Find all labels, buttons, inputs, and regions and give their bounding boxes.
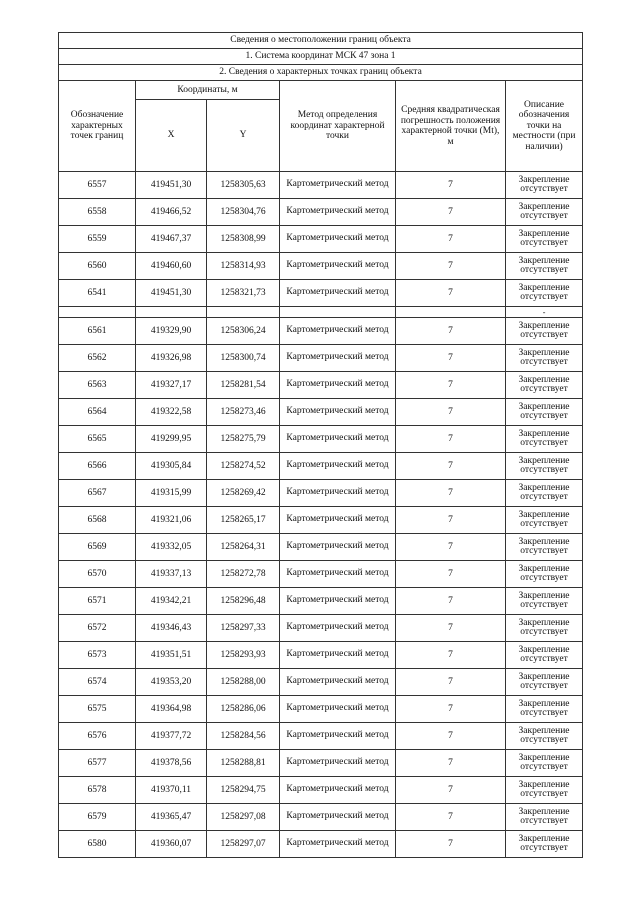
cell-x: 419299,95 bbox=[136, 426, 207, 453]
cell-desc: Закрепление отсутствует bbox=[506, 507, 583, 534]
table-row bbox=[59, 696, 583, 723]
cell-point: 6570 bbox=[59, 561, 136, 588]
cell-point: 6576 bbox=[59, 723, 136, 750]
cell-y: 1258321,73 bbox=[207, 280, 280, 307]
cell-desc: Закрепление отсутствует bbox=[506, 534, 583, 561]
cell-method: Картометрический метод bbox=[280, 777, 396, 804]
cell-desc: Закрепление отсутствует bbox=[506, 696, 583, 723]
cell-y: 1258300,74 bbox=[207, 345, 280, 372]
cell-desc: Закрепление отсутствует bbox=[506, 318, 583, 345]
table-title: Сведения о местоположении границ объекта bbox=[59, 33, 583, 49]
cell-method: Картометрический метод bbox=[280, 399, 396, 426]
cell-point: 6557 bbox=[59, 172, 136, 199]
cell-desc: Закрепление отсутствует bbox=[506, 426, 583, 453]
cell-desc: Закрепление отсутствует bbox=[506, 199, 583, 226]
boundary-points-table bbox=[58, 32, 583, 858]
cell-error: 7 bbox=[396, 399, 506, 426]
table-row bbox=[59, 561, 583, 588]
cell-error: 7 bbox=[396, 642, 506, 669]
cell-error: 7 bbox=[396, 723, 506, 750]
cell-y: 1258264,31 bbox=[207, 534, 280, 561]
cell-point: 6562 bbox=[59, 345, 136, 372]
cell-error: 7 bbox=[396, 777, 506, 804]
cell-error: 7 bbox=[396, 199, 506, 226]
header-x: X bbox=[136, 100, 207, 172]
cell-error: 7 bbox=[396, 172, 506, 199]
cell-error: 7 bbox=[396, 453, 506, 480]
cell-desc: Закрепление отсутствует bbox=[506, 669, 583, 696]
cell-point: 6565 bbox=[59, 426, 136, 453]
cell-y: 1258275,79 bbox=[207, 426, 280, 453]
cell-method: Картометрический метод bbox=[280, 280, 396, 307]
section-title: 2. Сведения о характерных точках границ объекта bbox=[59, 65, 583, 81]
cell-x: 419337,13 bbox=[136, 561, 207, 588]
cell-desc: Закрепление отсутствует bbox=[506, 561, 583, 588]
cell-x: 419451,30 bbox=[136, 280, 207, 307]
cell-y: 1258293,93 bbox=[207, 642, 280, 669]
separator-cell bbox=[207, 307, 280, 318]
cell-x: 419315,99 bbox=[136, 480, 207, 507]
cell-desc: Закрепление отсутствует bbox=[506, 642, 583, 669]
separator-cell bbox=[396, 307, 506, 318]
cell-point: 6561 bbox=[59, 318, 136, 345]
table-title-row bbox=[59, 33, 583, 49]
separator-row bbox=[59, 307, 583, 318]
header-point: Обозначение характерных точек границ bbox=[59, 81, 136, 172]
cell-point: 6567 bbox=[59, 480, 136, 507]
cell-error: 7 bbox=[396, 345, 506, 372]
header-y: Y bbox=[207, 100, 280, 172]
cell-error: 7 bbox=[396, 280, 506, 307]
cell-desc: Закрепление отсутствует bbox=[506, 723, 583, 750]
cell-method: Картометрический метод bbox=[280, 534, 396, 561]
cell-x: 419321,06 bbox=[136, 507, 207, 534]
cell-error: 7 bbox=[396, 318, 506, 345]
cell-y: 1258286,06 bbox=[207, 696, 280, 723]
cell-point: 6569 bbox=[59, 534, 136, 561]
cell-error: 7 bbox=[396, 669, 506, 696]
cell-desc: Закрепление отсутствует bbox=[506, 280, 583, 307]
cell-y: 1258306,24 bbox=[207, 318, 280, 345]
cell-error: 7 bbox=[396, 561, 506, 588]
table-row bbox=[59, 615, 583, 642]
cell-y: 1258265,17 bbox=[207, 507, 280, 534]
cell-x: 419329,90 bbox=[136, 318, 207, 345]
table-row bbox=[59, 750, 583, 777]
cell-point: 6579 bbox=[59, 804, 136, 831]
table-row bbox=[59, 399, 583, 426]
cell-point: 6568 bbox=[59, 507, 136, 534]
cell-point: 6541 bbox=[59, 280, 136, 307]
cell-y: 1258284,56 bbox=[207, 723, 280, 750]
cell-x: 419364,98 bbox=[136, 696, 207, 723]
cell-method: Картометрический метод bbox=[280, 804, 396, 831]
cell-y: 1258296,48 bbox=[207, 588, 280, 615]
cell-point: 6575 bbox=[59, 696, 136, 723]
cell-method: Картометрический метод bbox=[280, 696, 396, 723]
cell-x: 419378,56 bbox=[136, 750, 207, 777]
table-row bbox=[59, 318, 583, 345]
cell-error: 7 bbox=[396, 480, 506, 507]
header-desc: Описание обозначения точки на местности (при наличии) bbox=[506, 81, 583, 172]
cell-x: 419351,51 bbox=[136, 642, 207, 669]
cell-method: Картометрический метод bbox=[280, 561, 396, 588]
cell-error: 7 bbox=[396, 750, 506, 777]
table-row bbox=[59, 804, 583, 831]
cell-point: 6564 bbox=[59, 399, 136, 426]
cell-y: 1258274,52 bbox=[207, 453, 280, 480]
cell-method: Картометрический метод bbox=[280, 172, 396, 199]
table-row bbox=[59, 534, 583, 561]
cell-method: Картометрический метод bbox=[280, 642, 396, 669]
cell-desc: Закрепление отсутствует bbox=[506, 226, 583, 253]
table-row bbox=[59, 172, 583, 199]
cell-error: 7 bbox=[396, 426, 506, 453]
header-coords: Координаты, м bbox=[136, 81, 280, 100]
cell-x: 419305,84 bbox=[136, 453, 207, 480]
cell-method: Картометрический метод bbox=[280, 372, 396, 399]
cell-error: 7 bbox=[396, 507, 506, 534]
cell-y: 1258314,93 bbox=[207, 253, 280, 280]
cell-method: Картометрический метод bbox=[280, 199, 396, 226]
cell-y: 1258272,78 bbox=[207, 561, 280, 588]
cell-point: 6572 bbox=[59, 615, 136, 642]
cell-x: 419322,58 bbox=[136, 399, 207, 426]
table-row bbox=[59, 507, 583, 534]
cell-error: 7 bbox=[396, 831, 506, 858]
cell-desc: Закрепление отсутствует bbox=[506, 588, 583, 615]
cell-point: 6580 bbox=[59, 831, 136, 858]
coordinate-system-row bbox=[59, 49, 583, 65]
cell-y: 1258297,07 bbox=[207, 831, 280, 858]
table-row bbox=[59, 831, 583, 858]
coordinate-system: 1. Система координат МСК 47 зона 1 bbox=[59, 49, 583, 65]
cell-point: 6560 bbox=[59, 253, 136, 280]
cell-y: 1258304,76 bbox=[207, 199, 280, 226]
cell-desc: Закрепление отсутствует bbox=[506, 750, 583, 777]
cell-y: 1258294,75 bbox=[207, 777, 280, 804]
cell-y: 1258281,54 bbox=[207, 372, 280, 399]
cell-method: Картометрический метод bbox=[280, 453, 396, 480]
table-row bbox=[59, 642, 583, 669]
document-page bbox=[58, 32, 582, 858]
cell-x: 419346,43 bbox=[136, 615, 207, 642]
cell-point: 6566 bbox=[59, 453, 136, 480]
section-title-row bbox=[59, 65, 583, 81]
cell-x: 419326,98 bbox=[136, 345, 207, 372]
table-row bbox=[59, 372, 583, 399]
cell-method: Картометрический метод bbox=[280, 345, 396, 372]
cell-x: 419342,21 bbox=[136, 588, 207, 615]
cell-y: 1258308,99 bbox=[207, 226, 280, 253]
cell-error: 7 bbox=[396, 696, 506, 723]
cell-desc: Закрепление отсутствует bbox=[506, 372, 583, 399]
cell-point: 6559 bbox=[59, 226, 136, 253]
table-row bbox=[59, 253, 583, 280]
cell-x: 419460,60 bbox=[136, 253, 207, 280]
cell-x: 419466,52 bbox=[136, 199, 207, 226]
table-row bbox=[59, 669, 583, 696]
separator-cell bbox=[280, 307, 396, 318]
table-row bbox=[59, 226, 583, 253]
cell-method: Картометрический метод bbox=[280, 615, 396, 642]
cell-desc: Закрепление отсутствует bbox=[506, 253, 583, 280]
cell-x: 419327,17 bbox=[136, 372, 207, 399]
table-row bbox=[59, 480, 583, 507]
header-method: Метод определения координат характерной точки bbox=[280, 81, 396, 172]
cell-point: 6578 bbox=[59, 777, 136, 804]
cell-method: Картометрический метод bbox=[280, 750, 396, 777]
cell-method: Картометрический метод bbox=[280, 318, 396, 345]
cell-desc: Закрепление отсутствует bbox=[506, 804, 583, 831]
cell-point: 6563 bbox=[59, 372, 136, 399]
cell-x: 419377,72 bbox=[136, 723, 207, 750]
cell-error: 7 bbox=[396, 253, 506, 280]
cell-y: 1258273,46 bbox=[207, 399, 280, 426]
cell-point: 6558 bbox=[59, 199, 136, 226]
cell-desc: Закрепление отсутствует bbox=[506, 777, 583, 804]
cell-desc: Закрепление отсутствует bbox=[506, 453, 583, 480]
cell-method: Картометрический метод bbox=[280, 588, 396, 615]
cell-method: Картометрический метод bbox=[280, 480, 396, 507]
cell-x: 419332,05 bbox=[136, 534, 207, 561]
cell-error: 7 bbox=[396, 615, 506, 642]
cell-method: Картометрический метод bbox=[280, 507, 396, 534]
table-row bbox=[59, 723, 583, 750]
separator-desc: - bbox=[506, 307, 583, 318]
cell-error: 7 bbox=[396, 372, 506, 399]
cell-y: 1258288,81 bbox=[207, 750, 280, 777]
table-row bbox=[59, 453, 583, 480]
table-row bbox=[59, 280, 583, 307]
header-row-1 bbox=[59, 81, 583, 100]
cell-x: 419365,47 bbox=[136, 804, 207, 831]
cell-method: Картометрический метод bbox=[280, 723, 396, 750]
cell-x: 419451,30 bbox=[136, 172, 207, 199]
cell-desc: Закрепление отсутствует bbox=[506, 172, 583, 199]
cell-method: Картометрический метод bbox=[280, 253, 396, 280]
cell-error: 7 bbox=[396, 588, 506, 615]
cell-method: Картометрический метод bbox=[280, 226, 396, 253]
header-error: Средняя квадратическая погрешность положения характерной точки (Mt), м bbox=[396, 81, 506, 172]
cell-x: 419360,07 bbox=[136, 831, 207, 858]
cell-y: 1258305,63 bbox=[207, 172, 280, 199]
table-row bbox=[59, 426, 583, 453]
cell-desc: Закрепление отсутствует bbox=[506, 615, 583, 642]
cell-desc: Закрепление отсутствует bbox=[506, 399, 583, 426]
cell-method: Картометрический метод bbox=[280, 831, 396, 858]
cell-method: Картометрический метод bbox=[280, 426, 396, 453]
separator-cell bbox=[136, 307, 207, 318]
cell-y: 1258297,33 bbox=[207, 615, 280, 642]
cell-point: 6577 bbox=[59, 750, 136, 777]
cell-point: 6571 bbox=[59, 588, 136, 615]
cell-method: Картометрический метод bbox=[280, 669, 396, 696]
table-row bbox=[59, 345, 583, 372]
cell-desc: Закрепление отсутствует bbox=[506, 831, 583, 858]
cell-error: 7 bbox=[396, 226, 506, 253]
cell-point: 6574 bbox=[59, 669, 136, 696]
cell-x: 419467,37 bbox=[136, 226, 207, 253]
cell-desc: Закрепление отсутствует bbox=[506, 480, 583, 507]
cell-y: 1258288,00 bbox=[207, 669, 280, 696]
cell-point: 6573 bbox=[59, 642, 136, 669]
table-row bbox=[59, 588, 583, 615]
cell-desc: Закрепление отсутствует bbox=[506, 345, 583, 372]
separator-cell bbox=[59, 307, 136, 318]
table-row bbox=[59, 199, 583, 226]
cell-error: 7 bbox=[396, 534, 506, 561]
cell-y: 1258297,08 bbox=[207, 804, 280, 831]
cell-x: 419353,20 bbox=[136, 669, 207, 696]
cell-error: 7 bbox=[396, 804, 506, 831]
table-row bbox=[59, 777, 583, 804]
cell-x: 419370,11 bbox=[136, 777, 207, 804]
cell-y: 1258269,42 bbox=[207, 480, 280, 507]
